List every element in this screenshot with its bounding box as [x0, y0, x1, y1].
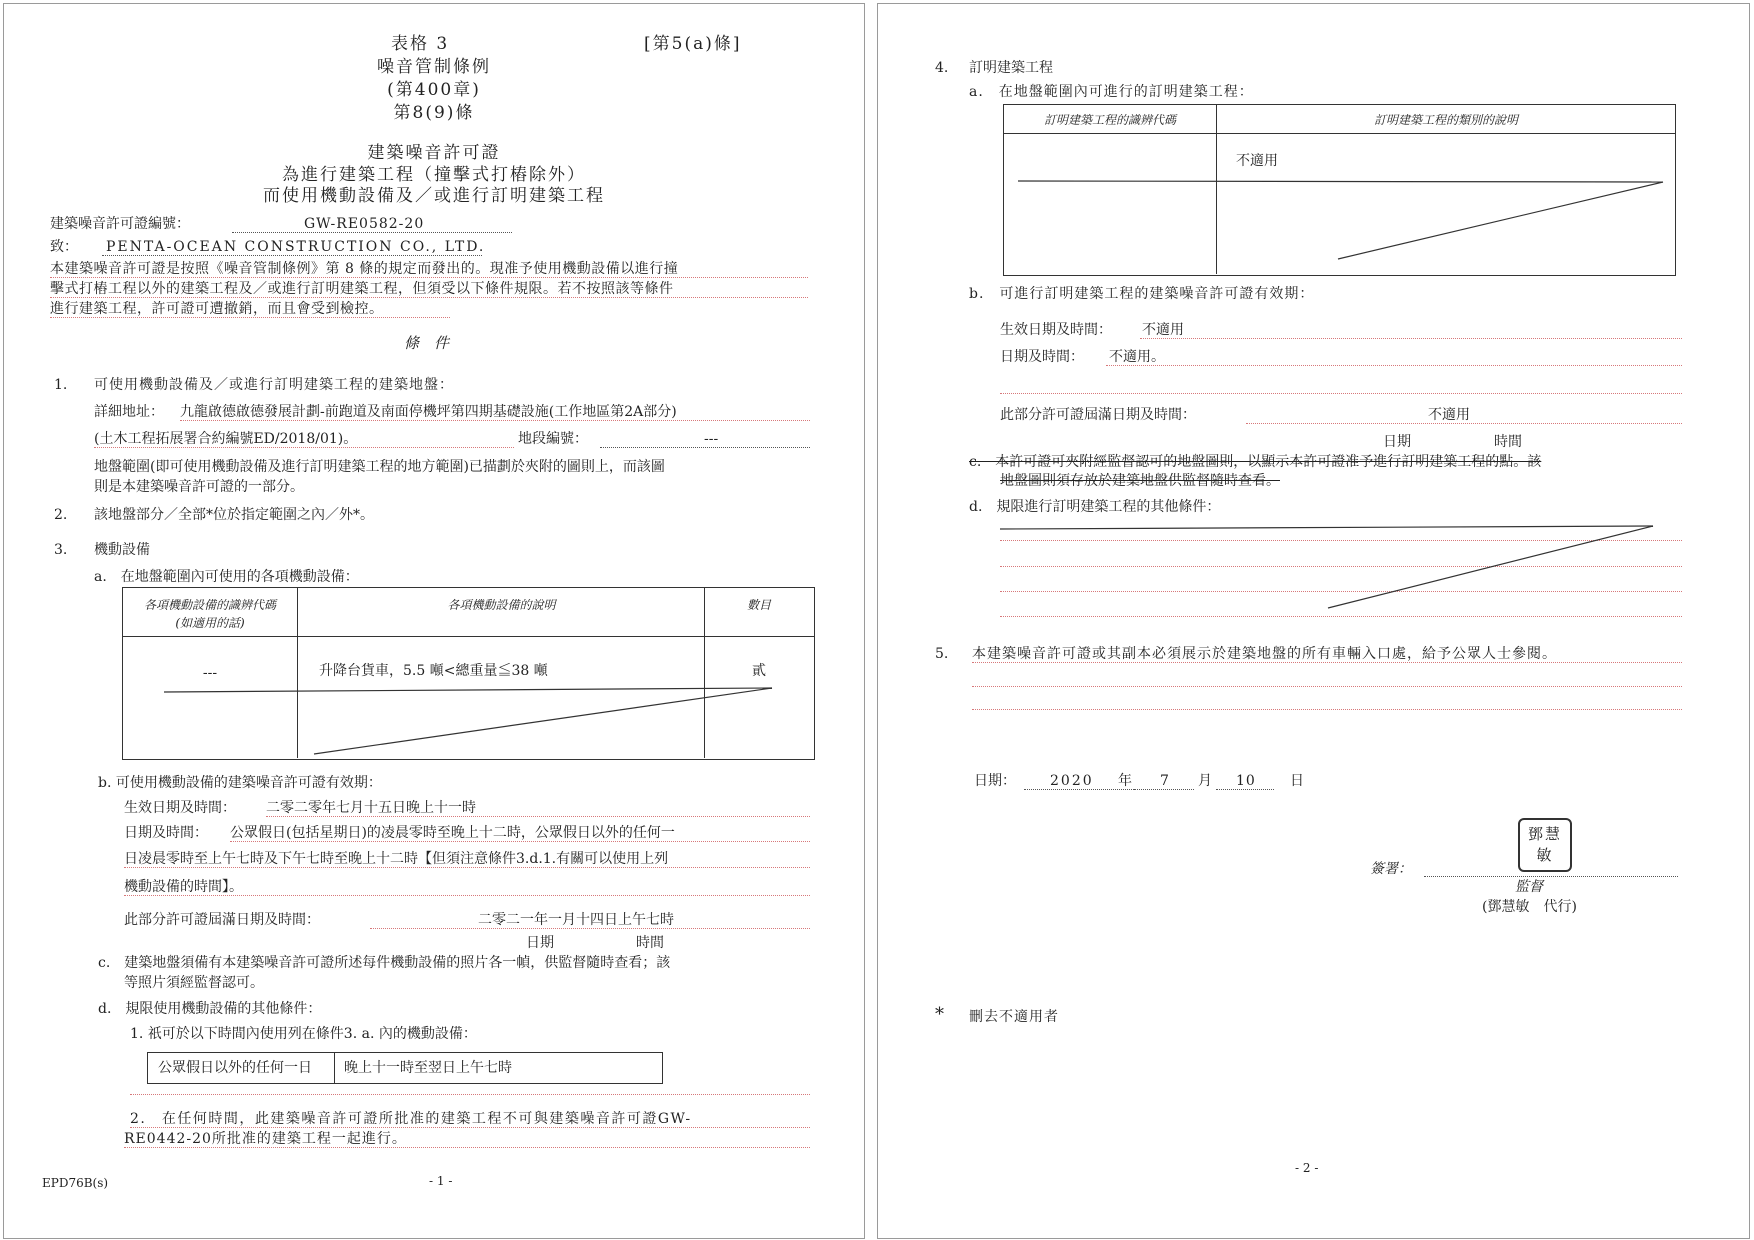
issue-date-month: 7	[1160, 773, 1169, 789]
expiry-label: 此部分許可證屆滿日期及時間：	[124, 912, 320, 928]
condition-3c-line-1: c. 建築地盤須備有本建築噪音許可證所述每件機動設備的照片各一幀，供監督隨時查看；該	[98, 955, 671, 971]
period-line-2: 日凌晨零時至上午七時及下午七時至晚上十二時【但須注意條件3.d.1.有關可以使用上列	[124, 851, 669, 867]
condition-3d-text: d. 規限使用機動設備的其他條件：	[98, 1001, 322, 1017]
period-line-3: 機動設備的時間】。	[124, 879, 243, 895]
condition-4d-strike-lines	[878, 4, 1749, 1238]
signature-label: 簽署：	[1370, 861, 1412, 877]
works-effective-label: 生效日期及時間：	[1000, 322, 1112, 338]
site-description-line-2: 則是本建築噪音許可證的一部分。	[94, 479, 304, 495]
condition-4c-line-2: 地盤圖則須存放於建築地盤供監督隨時查看。	[1000, 473, 1280, 489]
condition-3-number: 3.	[54, 542, 68, 558]
recipient-name: PENTA-OCEAN CONSTRUCTION CO., LTD.	[106, 239, 486, 255]
condition-4-number: 4.	[935, 60, 949, 76]
condition-3d2-line-2: RE0442-20所批准的建築工程一起進行。	[124, 1131, 407, 1147]
recipient-label: 致：	[50, 239, 78, 255]
table1-row-description: 升降台貨車，5.5 噸<總重量≦38 噸	[319, 663, 548, 679]
condition-4c-line-1: c. 本許可證可夾附經監督認可的地盤圖則，以顯示本許可證准予進行訂明建築工程的點。該	[969, 454, 1542, 470]
intro-line-2: 擊式打樁工程以外的建築工程及／或進行訂明建築工程，但須受以下條件規限。若不按照該等條件	[50, 281, 674, 297]
issue-year-label: 年	[1118, 773, 1132, 789]
works-expiry-date-caption: 日期	[1383, 434, 1411, 450]
authority-title: 監督	[1515, 879, 1543, 895]
conditions-heading: 條 件	[404, 334, 450, 352]
condition-3a-text: a. 在地盤範圍內可使用的各項機動設備：	[94, 569, 359, 585]
condition-3d1-text: 1. 祇可於以下時間內使用列在條件3. a. 內的機動設備：	[130, 1026, 477, 1042]
table1-row-code: ---	[202, 665, 218, 681]
operating-day: 公眾假日以外的任何一日	[158, 1060, 312, 1076]
permit-number-label: 建築噪音許可證編號：	[50, 216, 190, 232]
condition-2-text: 該地盤部分／全部*位於指定範圍之內／外*。	[94, 507, 374, 523]
permit-title: 建築噪音許可證	[367, 143, 501, 163]
table1-header-quantity: 數目	[746, 598, 771, 612]
effective-date-value: 二零二零年七月十五日晚上十一時	[266, 800, 476, 816]
permit-number: GW-RE0582-20	[304, 216, 425, 232]
operating-time: 晚上十一時至翌日上午七時	[344, 1060, 512, 1076]
table2-header-description: 訂明建築工程的類別的說明	[1373, 113, 1518, 127]
condition-1-number: 1.	[54, 377, 68, 393]
effective-date-label: 生效日期及時間：	[124, 800, 236, 816]
issue-date-year: 2020	[1050, 773, 1094, 789]
page-2	[877, 3, 1750, 1239]
form-number: 表格 3	[391, 34, 450, 54]
works-expiry-value: 不適用	[1428, 407, 1470, 423]
period-line-1: 公眾假日(包括星期日)的凌晨零時至晚上十二時，公眾假日以外的任何一	[230, 825, 675, 841]
lot-number-label: 地段編號：	[518, 431, 588, 447]
form-code: EPD76B(s)	[42, 1176, 109, 1190]
condition-3-text: 機動設備	[94, 542, 150, 558]
signatory-name: (鄧慧敏 代行)	[1482, 899, 1577, 915]
permit-subtitle: 為進行建築工程（撞擊式打樁除外）	[282, 165, 586, 185]
condition-4d-text: d. 規限進行訂明建築工程的其他條件：	[969, 499, 1221, 515]
condition-1-text: 可使用機動設備及／或進行訂明建築工程的建築地盤：	[94, 377, 454, 393]
issue-day-label: 日	[1290, 773, 1304, 789]
issue-date-label: 日期：	[974, 773, 1016, 789]
ordinance-name: 噪音管制條例	[377, 57, 491, 77]
address-line-1: 九龍啟德啟德發展計劃-前跑道及南面停機坪第四期基礎設施(工作地區第2A部分)	[180, 404, 677, 420]
permit-subtitle-2: 而使用機動設備及／或進行訂明建築工程	[263, 186, 605, 206]
expiry-date-caption: 日期	[526, 935, 554, 951]
intro-line-1: 本建築噪音許可證是按照《噪音管制條例》第 8 條的規定而發出的。現准予使用機動設備以進行撞	[50, 261, 679, 277]
official-seal	[1518, 818, 1572, 872]
table2-row-description: 不適用	[1236, 153, 1278, 169]
condition-4-text: 訂明建築工程	[969, 60, 1053, 76]
issue-month-label: 月	[1198, 773, 1212, 789]
expiry-time-caption: 時間	[636, 935, 664, 951]
condition-4b-text: b. 可進行訂明建築工程的建築噪音許可證有效期：	[969, 286, 1315, 302]
footnote-mark: *	[935, 1004, 944, 1025]
condition-5-number: 5.	[935, 646, 949, 662]
works-period-value: 不適用。	[1109, 349, 1165, 365]
works-expiry-time-caption: 時間	[1494, 434, 1522, 450]
page-1	[3, 3, 865, 1239]
lot-number: ---	[704, 431, 719, 447]
condition-2-number: 2.	[54, 507, 68, 523]
footnote-text: 刪去不適用者	[969, 1009, 1059, 1025]
table1-header-description: 各項機動設備的說明	[447, 598, 556, 612]
expiry-value: 二零二一年一月十四日上午七時	[478, 912, 674, 928]
works-effective-value: 不適用	[1142, 322, 1184, 338]
address-label: 詳細地址：	[94, 404, 164, 420]
condition-5-text: 本建築噪音許可證或其副本必須展示於建築地盤的所有車輛入口處，給予公眾人士參閱。	[972, 646, 1557, 662]
section-reference: [第5(a)條]	[644, 34, 742, 54]
intro-line-3: 進行建築工程，許可證可遭撤銷，而且會受到檢控。	[50, 301, 384, 317]
issue-date-day: 10	[1236, 773, 1256, 789]
section: 第8(9)條	[393, 103, 475, 123]
condition-3c-line-2: 等照片須經監督認可。	[124, 975, 264, 991]
page-number-1: - 1 -	[429, 1174, 453, 1188]
works-expiry-label: 此部分許可證屆滿日期及時間：	[1000, 407, 1196, 423]
page-number-2: - 2 -	[1295, 1161, 1319, 1175]
table1-header-code-note: (如適用的話)	[175, 616, 245, 630]
site-description-line-1: 地盤範圍(即可使用機動設備及進行訂明建築工程的地方範圍)已描劃於夾附的圖則上，而該圖	[94, 459, 665, 475]
chapter: (第400章)	[387, 80, 481, 100]
condition-3d2-line-1: 2. 在任何時間，此建築噪音許可證所批准的建築工程不可與建築噪音許可證GW-	[130, 1111, 692, 1127]
address-line-2: (土木工程拓展署合約編號ED/2018/01)。	[94, 431, 358, 447]
works-period-label: 日期及時間：	[1000, 349, 1084, 365]
condition-3b-text: b. 可使用機動設備的建築噪音許可證有效期：	[98, 775, 382, 791]
table1-header-code: 各項機動設備的識辨代碼	[143, 598, 276, 612]
condition-4a-text: a. 在地盤範圍內可進行的訂明建築工程：	[969, 84, 1254, 100]
period-label: 日期及時間：	[124, 825, 208, 841]
table1-row-quantity: 貳	[752, 663, 766, 679]
seal-lettering: 鄧慧敏	[1527, 825, 1562, 864]
table2-header-code: 訂明建築工程的識辨代碼	[1043, 113, 1176, 127]
